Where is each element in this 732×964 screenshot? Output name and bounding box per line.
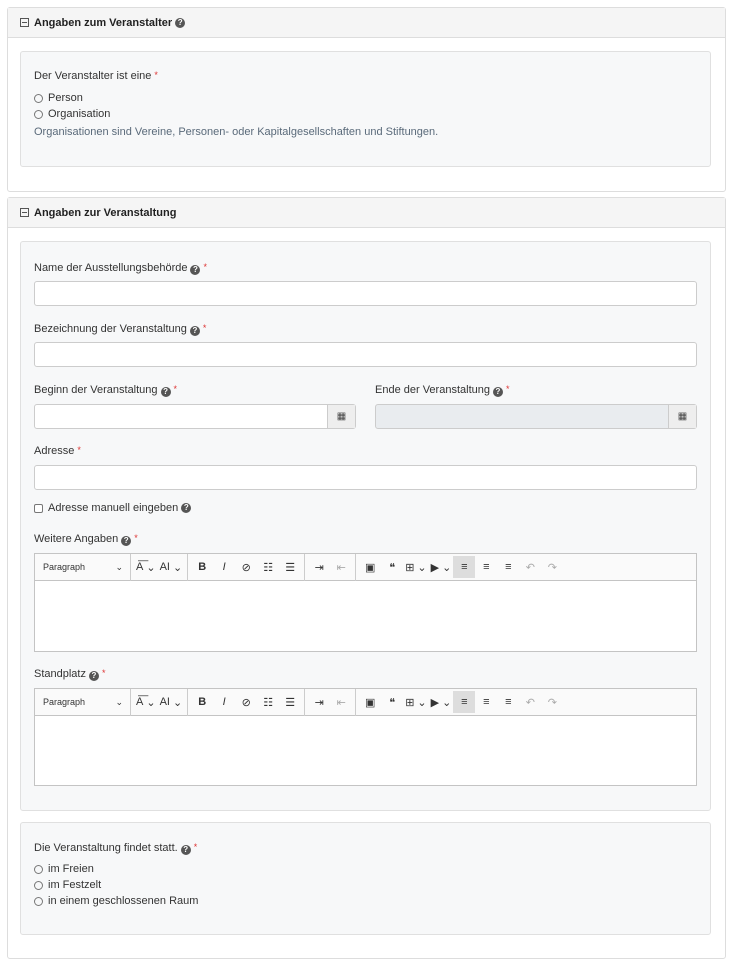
- chevron-down-icon: ⌄: [172, 561, 183, 574]
- bold-icon[interactable]: B: [198, 561, 207, 573]
- numbered-list-icon[interactable]: ☰: [285, 561, 296, 574]
- indent-icon[interactable]: ⇥: [314, 561, 324, 574]
- table-icon[interactable]: ⊞ ⌄: [405, 561, 427, 574]
- indent-icon[interactable]: ⇥: [314, 696, 324, 709]
- help-icon[interactable]: ?: [190, 326, 200, 336]
- organizer-type-label: Der Veranstalter ist eine *: [34, 70, 158, 82]
- radio-icon[interactable]: [34, 897, 43, 906]
- radio-indoor[interactable]: in einem geschlossenen Raum: [34, 895, 198, 907]
- outdent-icon[interactable]: ⇤: [336, 561, 346, 574]
- radio-icon[interactable]: [34, 865, 43, 874]
- bulleted-list-icon[interactable]: ☷: [263, 561, 274, 574]
- chevron-down-icon: ⌄: [146, 561, 156, 574]
- event-name-label: Bezeichnung der Veranstaltung ? *: [34, 323, 207, 335]
- chevron-down-icon: ⌄: [146, 696, 156, 709]
- panel-title: Angaben zur Veranstaltung: [34, 206, 177, 219]
- chevron-down-icon: ⌄: [115, 561, 123, 572]
- end-label: Ende der Veranstaltung ? *: [375, 384, 510, 396]
- chevron-down-icon: ⌄: [442, 696, 452, 709]
- blockquote-icon[interactable]: ❝: [389, 696, 396, 709]
- authority-label: Name der Ausstellungsbehörde ? *: [34, 262, 207, 274]
- radio-organisation[interactable]: Organisation: [34, 108, 110, 120]
- radio-icon[interactable]: [34, 110, 43, 119]
- toolbar-separator: [304, 689, 305, 716]
- organizer-panel-header[interactable]: [8, 8, 725, 38]
- justify-icon[interactable]: ≡: [505, 561, 512, 573]
- undo-icon[interactable]: ↶: [525, 561, 535, 574]
- help-icon[interactable]: ?: [121, 536, 131, 546]
- start-label: Beginn der Veranstaltung ? *: [34, 384, 178, 396]
- radio-icon[interactable]: [34, 881, 43, 890]
- help-icon[interactable]: ?: [190, 265, 200, 275]
- align-right-icon[interactable]: ≡: [483, 696, 490, 708]
- organizer-well: [20, 51, 711, 167]
- venue-well: [20, 822, 711, 935]
- help-icon[interactable]: ?: [175, 18, 185, 28]
- italic-icon[interactable]: I: [222, 696, 226, 708]
- image-icon[interactable]: ▣: [364, 696, 376, 709]
- justify-icon[interactable]: ≡: [505, 696, 512, 708]
- media-icon[interactable]: ▶ ⌄: [430, 696, 452, 709]
- italic-icon[interactable]: I: [222, 561, 226, 573]
- details-label: Weitere Angaben ? *: [34, 533, 138, 545]
- redo-icon[interactable]: ↷: [547, 561, 557, 574]
- checkbox-icon[interactable]: [34, 504, 43, 513]
- link-icon[interactable]: ⊘: [241, 561, 251, 574]
- toolbar-separator: [355, 554, 356, 581]
- link-icon[interactable]: ⊘: [241, 696, 251, 709]
- toolbar-separator: [130, 689, 131, 716]
- collapse-icon[interactable]: [20, 18, 29, 27]
- media-icon[interactable]: ▶ ⌄: [430, 561, 452, 574]
- location-editor[interactable]: [34, 688, 697, 786]
- font-family-icon[interactable]: AI ⌄: [159, 561, 183, 574]
- help-icon[interactable]: ?: [181, 503, 191, 513]
- undo-icon[interactable]: ↶: [525, 696, 535, 709]
- paragraph-dropdown[interactable]: Paragraph ⌄: [43, 561, 123, 572]
- toolbar-separator: [187, 689, 188, 716]
- radio-icon[interactable]: [34, 94, 43, 103]
- align-left-icon[interactable]: ≡: [453, 556, 475, 578]
- chevron-down-icon: ⌄: [442, 561, 452, 574]
- chevron-down-icon: ⌄: [417, 696, 427, 709]
- blockquote-icon[interactable]: ❝: [389, 561, 396, 574]
- bulleted-list-icon[interactable]: ☷: [263, 696, 274, 709]
- font-size-icon[interactable]: A͞ ⌄: [136, 696, 156, 709]
- location-label: Standplatz ? *: [34, 668, 106, 680]
- font-size-icon[interactable]: A͞ ⌄: [136, 561, 156, 574]
- toolbar-separator: [187, 554, 188, 581]
- help-icon[interactable]: ?: [181, 845, 191, 855]
- panel-title: Angaben zum Veranstalter: [34, 16, 173, 29]
- table-icon[interactable]: ⊞ ⌄: [405, 696, 427, 709]
- event-panel-header[interactable]: [8, 198, 725, 228]
- align-right-icon[interactable]: ≡: [483, 561, 490, 573]
- editor-toolbar: [35, 554, 696, 581]
- outdent-icon[interactable]: ⇤: [336, 696, 346, 709]
- calendar-icon[interactable]: ▦: [668, 405, 696, 428]
- venue-label: Die Veranstaltung findet statt. ? *: [34, 842, 198, 854]
- help-icon[interactable]: ?: [161, 387, 171, 397]
- align-left-icon[interactable]: ≡: [453, 691, 475, 713]
- chevron-down-icon: ⌄: [417, 561, 427, 574]
- organizer-hint: Organisationen sind Vereine, Personen- oder Kapitalgesellschaften und Stiftungen.: [34, 126, 439, 138]
- numbered-list-icon[interactable]: ☰: [285, 696, 296, 709]
- calendar-icon[interactable]: ▦: [327, 405, 355, 428]
- image-icon[interactable]: ▣: [364, 561, 376, 574]
- authority-input[interactable]: [34, 281, 697, 306]
- editor-toolbar: [35, 689, 696, 716]
- paragraph-dropdown[interactable]: Paragraph ⌄: [43, 696, 123, 707]
- start-date-input[interactable]: [34, 404, 356, 429]
- details-editor[interactable]: [34, 553, 697, 652]
- help-icon[interactable]: ?: [89, 671, 99, 681]
- address-label: Adresse *: [34, 445, 81, 457]
- end-date-input[interactable]: [375, 404, 697, 429]
- help-icon[interactable]: ?: [493, 387, 503, 397]
- radio-person[interactable]: Person: [34, 92, 83, 104]
- bold-icon[interactable]: B: [198, 696, 207, 708]
- chevron-down-icon: ⌄: [115, 696, 123, 707]
- manual-address-checkbox[interactable]: Adresse manuell eingeben ?: [34, 502, 191, 514]
- font-family-icon[interactable]: AI ⌄: [159, 696, 183, 709]
- redo-icon[interactable]: ↷: [547, 696, 557, 709]
- toolbar-separator: [304, 554, 305, 581]
- chevron-down-icon: ⌄: [172, 696, 183, 709]
- toolbar-separator: [355, 689, 356, 716]
- radio-tent[interactable]: im Festzelt: [34, 879, 101, 891]
- toolbar-separator: [130, 554, 131, 581]
- address-input[interactable]: [34, 465, 697, 490]
- collapse-icon[interactable]: [20, 208, 29, 217]
- event-name-input[interactable]: [34, 342, 697, 367]
- radio-outdoor[interactable]: im Freien: [34, 863, 94, 875]
